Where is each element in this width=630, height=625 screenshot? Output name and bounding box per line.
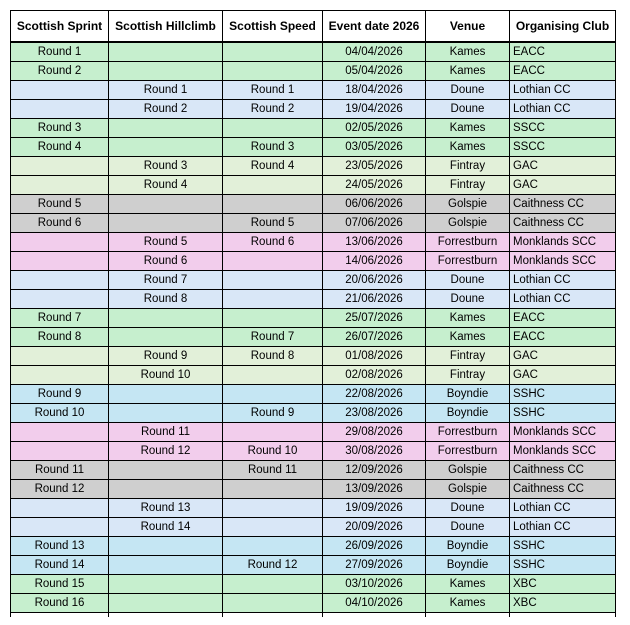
hillclimb-cell [109,119,223,138]
event-date-cell: 04/10/2026 [323,594,426,613]
sprint-cell [11,290,109,309]
table-row [11,195,616,214]
event-date-cell: 19/04/2026 [323,100,426,119]
speed-cell: Round 10 [223,442,323,461]
venue-cell: Forrestburn [426,252,510,271]
event-date-cell: 20/09/2026 [323,518,426,537]
event-date-cell: 23/08/2026 [323,404,426,423]
speed-cell [223,423,323,442]
hillclimb-cell: Round 1 [109,81,223,100]
organising-club-cell: GAC [510,347,616,366]
venue-cell: Kames [426,309,510,328]
venue-cell: Kames [426,328,510,347]
venue-cell: Fintray [426,347,510,366]
speed-cell [223,176,323,195]
venue-cell: Boyndie [426,404,510,423]
sprint-cell [11,499,109,518]
event-date-cell: 22/08/2026 [323,385,426,404]
organising-club-cell: XBC [510,575,616,594]
organising-club-cell: Monklands SCC [510,252,616,271]
table-row [11,461,616,480]
hillclimb-cell [109,214,223,233]
venue-cell: Doune [426,499,510,518]
table-row [11,537,616,556]
sprint-cell: Round 4 [11,138,109,157]
speed-cell: Round 3 [223,138,323,157]
table-row [11,252,616,271]
hillclimb-cell: Round 14 [109,518,223,537]
speed-cell [223,366,323,385]
hillclimb-cell: Round 2 [109,100,223,119]
header-sprint: Scottish Sprint [11,11,109,43]
table-row [11,81,616,100]
table-row [11,328,616,347]
hillclimb-cell: Round 5 [109,233,223,252]
event-date-cell: 14/06/2026 [323,252,426,271]
hillclimb-cell [109,42,223,62]
event-date-cell: 24/05/2026 [323,176,426,195]
organising-club-cell: EACC [510,309,616,328]
hillclimb-cell [109,62,223,81]
hillclimb-cell [109,556,223,575]
table-row [11,176,616,195]
sprint-cell: Round 6 [11,214,109,233]
event-date-cell: 25/07/2026 [323,309,426,328]
venue-cell: Boyndie [426,556,510,575]
speed-cell: Round 7 [223,328,323,347]
organising-club-cell: Lothian CC [510,290,616,309]
venue-cell: Fintray [426,176,510,195]
table-row [11,347,616,366]
hillclimb-cell: Round 6 [109,252,223,271]
table-row [11,157,616,176]
venue-cell: Kames [426,42,510,62]
venue-cell: Forrestburn [426,423,510,442]
table-row [11,214,616,233]
sprint-cell [11,347,109,366]
speed-cell: Round 2 [223,100,323,119]
organising-club-cell: Lothian CC [510,499,616,518]
venue-cell: Doune [426,518,510,537]
sprint-cell [11,271,109,290]
speed-cell [223,271,323,290]
organising-club-cell: SSHC [510,404,616,423]
table-row [11,271,616,290]
organising-club-cell: SSCC [510,138,616,157]
header-hillclimb: Scottish Hillclimb [109,11,223,43]
table-row [11,119,616,138]
venue-cell: Doune [426,81,510,100]
sprint-cell: Round 11 [11,461,109,480]
speed-cell [223,290,323,309]
event-date-cell: 02/08/2026 [323,366,426,385]
hillclimb-cell [109,328,223,347]
header-speed: Scottish Speed [223,11,323,43]
speed-cell [223,385,323,404]
hillclimb-cell [109,594,223,613]
sprint-cell: Round 16 [11,594,109,613]
event-date-cell: 12/09/2026 [323,461,426,480]
event-date-cell: 26/07/2026 [323,328,426,347]
event-date-cell: 03/05/2026 [323,138,426,157]
sprint-cell: Round 7 [11,309,109,328]
venue-cell: Fintray [426,157,510,176]
venue-cell: Golspie [426,195,510,214]
speed-cell [223,537,323,556]
table-row [11,138,616,157]
sprint-cell [11,81,109,100]
organising-club-cell: Caithness CC [510,480,616,499]
organising-club-cell: Monklands SCC [510,233,616,252]
venue-cell: Golspie [426,461,510,480]
speed-cell: Round 1 [223,81,323,100]
sprint-cell: Round 13 [11,537,109,556]
event-date-cell: 04/04/2026 [323,42,426,62]
hillclimb-cell [109,309,223,328]
sprint-cell: Round 14 [11,556,109,575]
organising-club-cell: SSHC [510,385,616,404]
event-date-cell: 21/06/2026 [323,290,426,309]
organising-club-cell: Caithness CC [510,195,616,214]
sprint-cell: Round 2 [11,62,109,81]
sprint-cell [11,233,109,252]
empty-cell [11,613,109,618]
sprint-cell: Round 3 [11,119,109,138]
speed-cell [223,42,323,62]
speed-cell: Round 4 [223,157,323,176]
organising-club-cell: SSCC [510,119,616,138]
event-date-cell: 13/09/2026 [323,480,426,499]
schedule-sheet [10,10,616,617]
venue-cell: Doune [426,290,510,309]
table-row [11,575,616,594]
hillclimb-cell [109,537,223,556]
organising-club-cell: Lothian CC [510,271,616,290]
event-date-cell: 30/08/2026 [323,442,426,461]
venue-cell: Forrestburn [426,233,510,252]
event-date-cell: 05/04/2026 [323,62,426,81]
hillclimb-cell: Round 4 [109,176,223,195]
speed-cell: Round 6 [223,233,323,252]
hillclimb-cell [109,138,223,157]
sprint-cell: Round 12 [11,480,109,499]
hillclimb-cell: Round 12 [109,442,223,461]
event-date-cell: 23/05/2026 [323,157,426,176]
sprint-cell [11,423,109,442]
organising-club-cell: Lothian CC [510,81,616,100]
organising-club-cell: SSHC [510,556,616,575]
venue-cell: Kames [426,575,510,594]
venue-cell: Golspie [426,480,510,499]
table-row [11,233,616,252]
sprint-cell [11,366,109,385]
organising-club-cell: GAC [510,366,616,385]
organising-club-cell: Monklands SCC [510,423,616,442]
event-date-cell: 07/06/2026 [323,214,426,233]
organising-club-cell: Monklands SCC [510,442,616,461]
event-date-cell: 03/10/2026 [323,575,426,594]
speed-cell [223,252,323,271]
header-event-date: Event date 2026 [323,11,426,43]
speed-cell [223,119,323,138]
event-schedule-table [10,10,616,617]
hillclimb-cell: Round 11 [109,423,223,442]
venue-cell: Kames [426,138,510,157]
sprint-cell [11,252,109,271]
event-date-cell: 29/08/2026 [323,423,426,442]
hillclimb-cell [109,575,223,594]
header-venue: Venue [426,11,510,43]
venue-cell: Kames [426,62,510,81]
hillclimb-cell: Round 8 [109,290,223,309]
event-date-cell: 19/09/2026 [323,499,426,518]
hillclimb-cell: Round 7 [109,271,223,290]
venue-cell: Kames [426,594,510,613]
speed-cell [223,480,323,499]
organising-club-cell: Caithness CC [510,214,616,233]
venue-cell: Boyndie [426,385,510,404]
organising-club-cell: XBC [510,594,616,613]
header-row [11,11,616,43]
table-row [11,385,616,404]
empty-cell [109,613,223,618]
sprint-cell: Round 15 [11,575,109,594]
speed-cell [223,195,323,214]
table-row [11,442,616,461]
header-organising-club: Organising Club [510,11,616,43]
organising-club-cell: SSHC [510,537,616,556]
table-row [11,366,616,385]
event-date-cell: 01/08/2026 [323,347,426,366]
organising-club-cell: GAC [510,157,616,176]
table-row [11,423,616,442]
hillclimb-cell: Round 3 [109,157,223,176]
table-row [11,309,616,328]
sprint-cell: Round 8 [11,328,109,347]
empty-cell [426,613,510,618]
empty-cell [510,613,616,618]
table-row-cutoff [11,613,616,618]
event-date-cell: 27/09/2026 [323,556,426,575]
sprint-cell: Round 1 [11,42,109,62]
venue-cell: Forrestburn [426,442,510,461]
venue-cell: Kames [426,119,510,138]
table-row [11,480,616,499]
venue-cell: Fintray [426,366,510,385]
venue-cell: Golspie [426,214,510,233]
speed-cell [223,62,323,81]
table-row [11,556,616,575]
table-row [11,42,616,62]
hillclimb-cell [109,480,223,499]
table-row [11,62,616,81]
sprint-cell [11,100,109,119]
table-row [11,290,616,309]
sprint-cell [11,442,109,461]
hillclimb-cell: Round 10 [109,366,223,385]
event-date-cell: 26/09/2026 [323,537,426,556]
speed-cell [223,518,323,537]
table-row [11,499,616,518]
table-row [11,100,616,119]
speed-cell [223,575,323,594]
sprint-cell: Round 5 [11,195,109,214]
venue-cell: Doune [426,100,510,119]
table-row [11,404,616,423]
empty-cell [223,613,323,618]
event-date-cell: 06/06/2026 [323,195,426,214]
sprint-cell [11,157,109,176]
event-date-cell: 18/04/2026 [323,81,426,100]
speed-cell: Round 5 [223,214,323,233]
venue-cell: Doune [426,271,510,290]
speed-cell: Round 11 [223,461,323,480]
hillclimb-cell [109,385,223,404]
speed-cell: Round 12 [223,556,323,575]
venue-cell: Boyndie [426,537,510,556]
organising-club-cell: EACC [510,42,616,62]
sprint-cell: Round 9 [11,385,109,404]
speed-cell [223,309,323,328]
hillclimb-cell: Round 9 [109,347,223,366]
hillclimb-cell: Round 13 [109,499,223,518]
organising-club-cell: EACC [510,62,616,81]
speed-cell: Round 9 [223,404,323,423]
event-date-cell: 13/06/2026 [323,233,426,252]
organising-club-cell: GAC [510,176,616,195]
event-date-cell: 02/05/2026 [323,119,426,138]
hillclimb-cell [109,195,223,214]
sprint-cell [11,518,109,537]
speed-cell [223,594,323,613]
hillclimb-cell [109,461,223,480]
organising-club-cell: Lothian CC [510,100,616,119]
table-row [11,594,616,613]
organising-club-cell: EACC [510,328,616,347]
event-date-cell: 20/06/2026 [323,271,426,290]
speed-cell: Round 8 [223,347,323,366]
sprint-cell [11,176,109,195]
table-row [11,518,616,537]
organising-club-cell: Caithness CC [510,461,616,480]
empty-cell [323,613,426,618]
hillclimb-cell [109,404,223,423]
speed-cell [223,499,323,518]
sprint-cell: Round 10 [11,404,109,423]
organising-club-cell: Lothian CC [510,518,616,537]
